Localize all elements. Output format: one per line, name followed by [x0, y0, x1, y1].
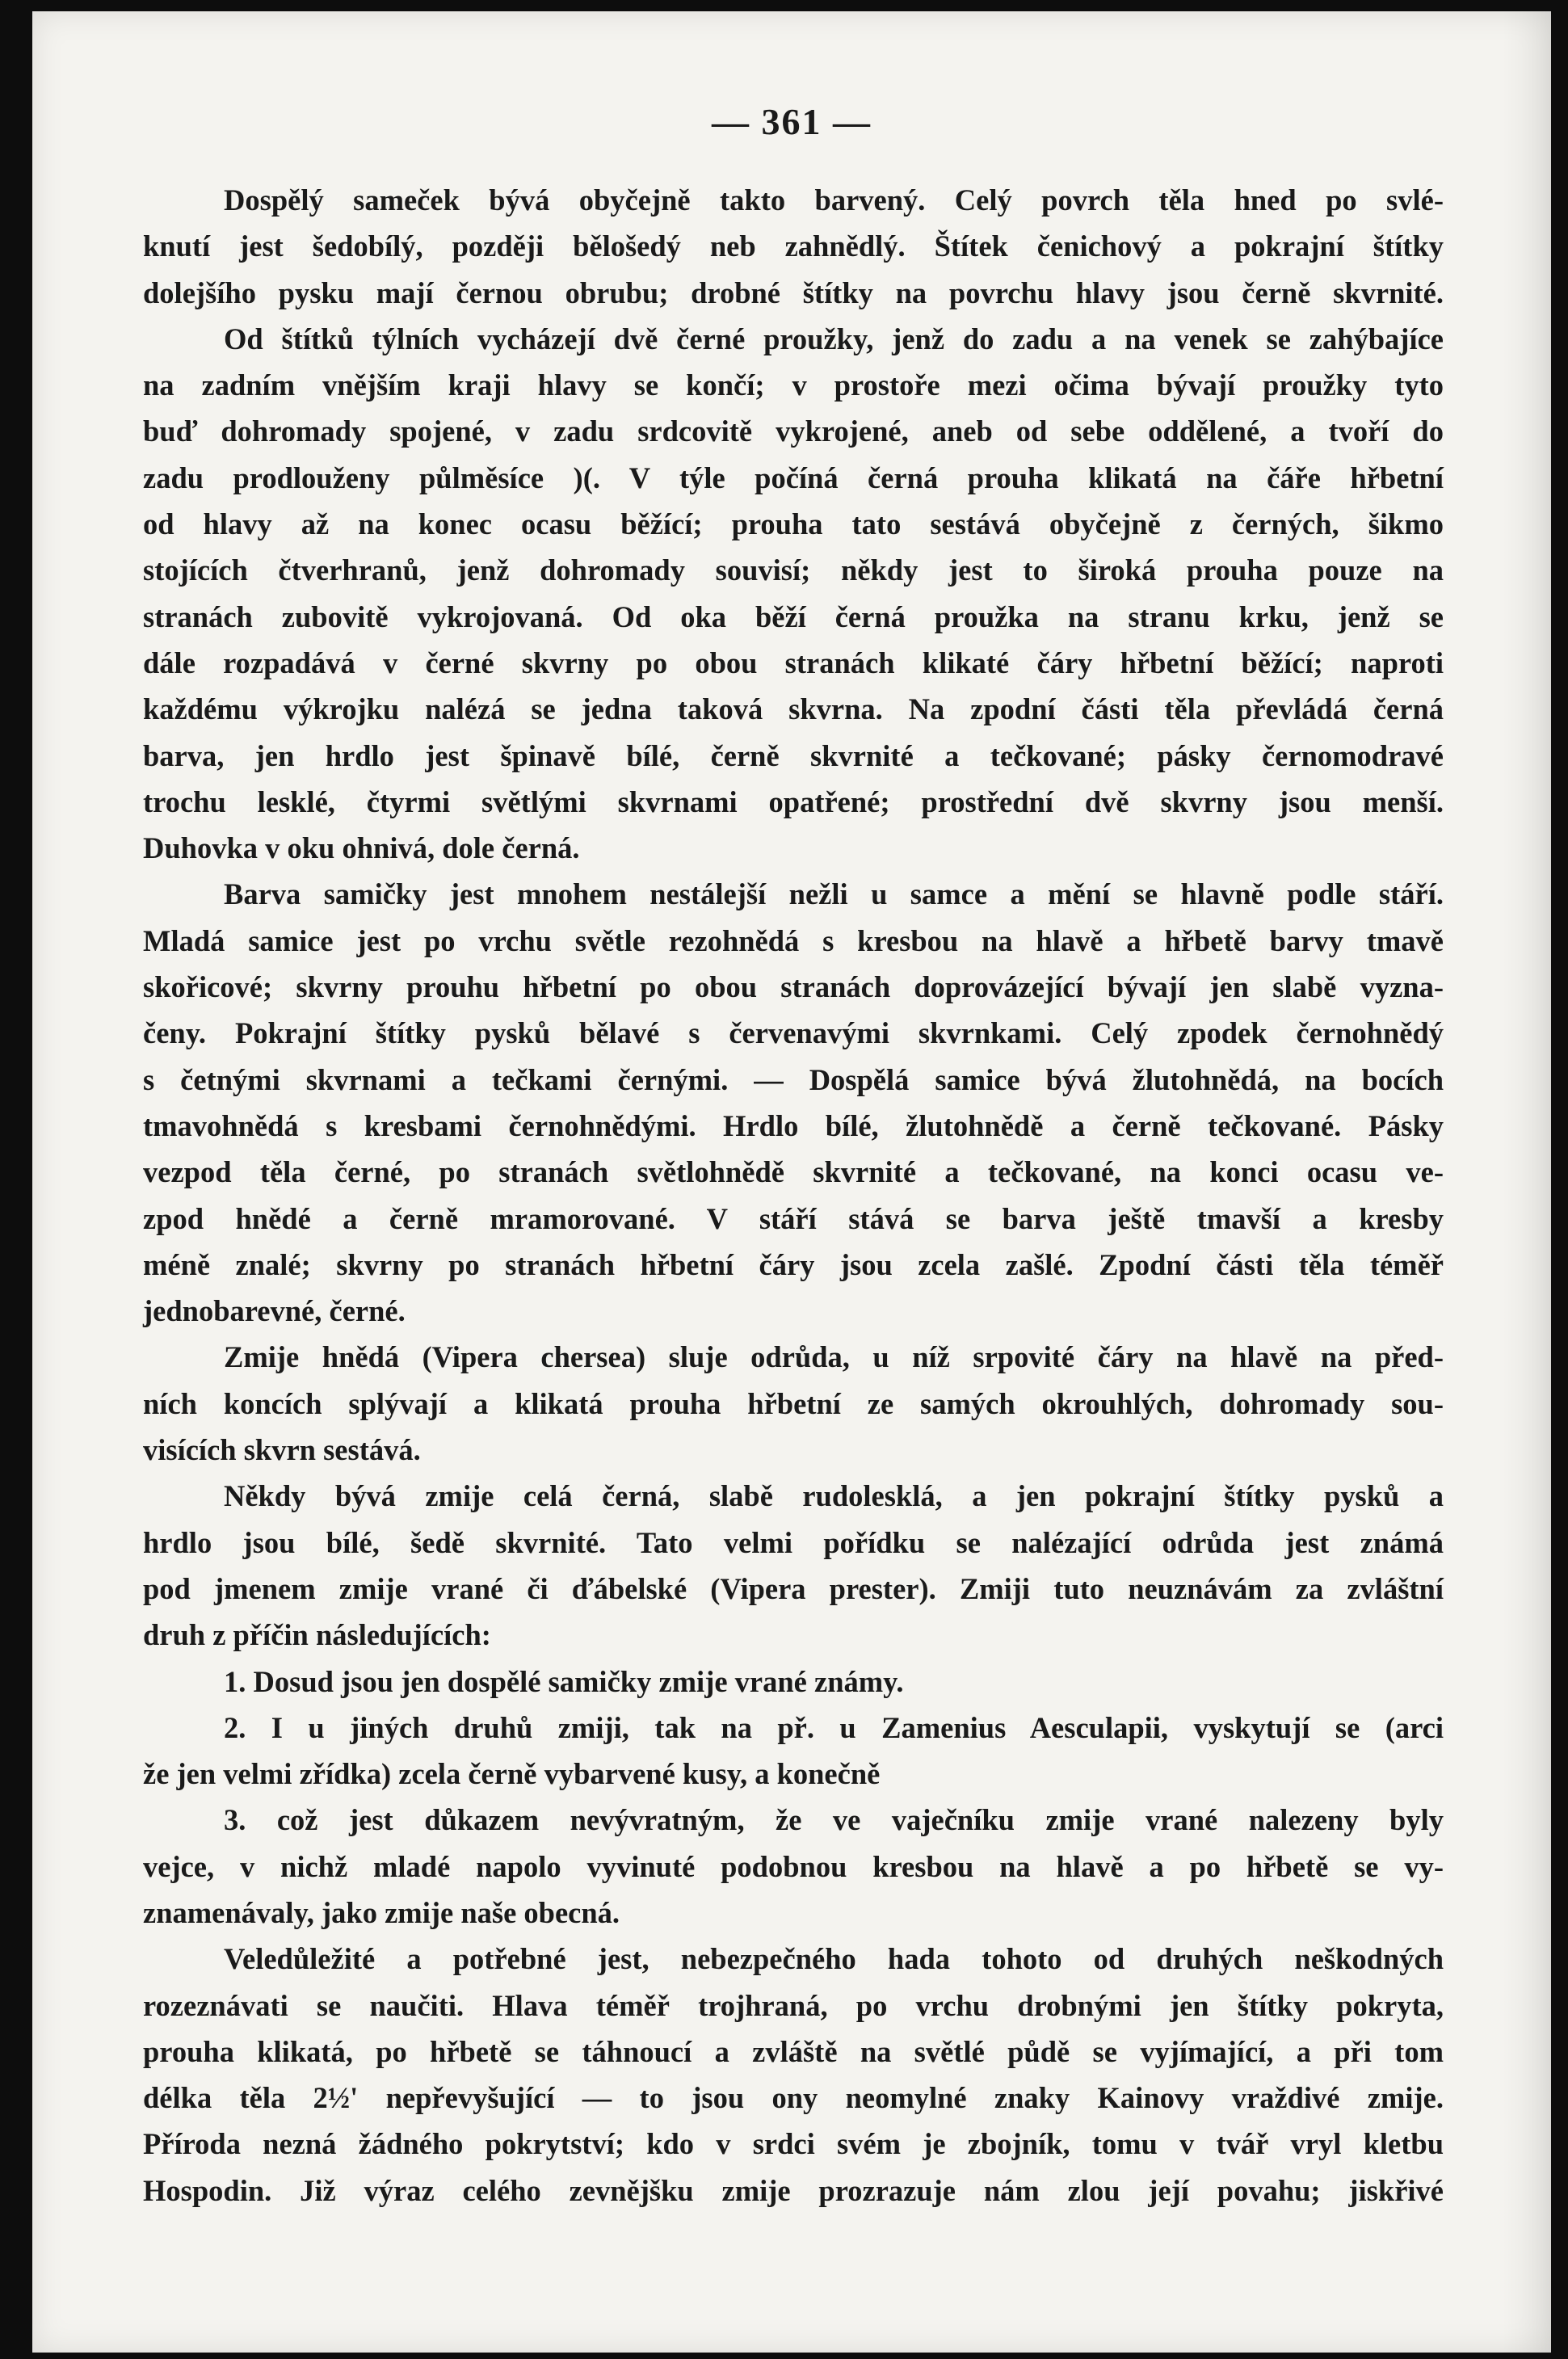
text-line: znamenávaly, jako zmije naše obecná.: [143, 1895, 620, 1929]
text-line: dále rozpadává v černé skvrny po obou stranách klikaté čáry hřbetní běžící; naproti: [143, 645, 1444, 679]
text-line: barva, jen hrdlo jest špinavě bílé, černě skvrnité a tečkované; pásky černomodravé: [143, 738, 1444, 772]
text-line: Barva samičky jest mnohem nestálejší nežli u samce a mění se hlavně podle stáří.: [224, 877, 1444, 911]
text-line: zpod hnědé a černě mramorované. V stáří stává se barva ještě tmavší a kresby: [143, 1201, 1444, 1235]
text-line: knutí jest šedobílý, později bělošedý neb zahnědlý. Štítek čenichový a pokrajní štítky: [143, 229, 1444, 263]
text-line: tmavohnědá s kresbami černohnědými. Hrdlo bílé, žlutohnědě a černě tečkované. Pásky: [143, 1108, 1444, 1142]
text-line: vezpod těla černé, po stranách světlohnědě skvrnité a tečkované, na konci ocasu ve-: [143, 1155, 1444, 1189]
text-line: Duhovka v oku ohnivá, dole černá.: [143, 831, 580, 865]
text-line: každému výkrojku nalézá se jedna taková skvrna. Na zpodní části těla převládá černá: [143, 692, 1444, 726]
text-line: pod jmenem zmije vrané či ďábelské (Vipera prester). Zmiji tuto neuznávám za zvláštní: [143, 1571, 1444, 1605]
text-line: s četnými skvrnami a tečkami černými. — Dospělá samice bývá žlutohnědá, na bocích: [143, 1062, 1444, 1096]
text-line: 3. což jest důkazem nevývratným, že ve vaječníku zmije vrané nalezeny byly: [224, 1803, 1444, 1837]
text-line: Od štítků týlních vycházejí dvě černé proužky, jenž do zadu a na venek se zahýbajíce: [224, 322, 1444, 355]
text-line: Veledůležité a potřebné jest, nebezpečného hada tohoto od druhých neškodných: [224, 1942, 1444, 1976]
body-text: [143, 177, 1444, 2214]
book-page: [32, 11, 1551, 2353]
text-line: dolejšího pysku mají černou obrubu; drobné štítky na povrchu hlavy jsou černě skvrnité.: [143, 275, 1444, 309]
text-line: 1. Dosud jsou jen dospělé samičky zmije vrané známy.: [224, 1664, 904, 1698]
text-line: méně znalé; skvrny po stranách hřbetní čáry jsou zcela zašlé. Zpodní části těla téměř: [143, 1247, 1444, 1281]
text-line: Příroda nezná žádného pokrytství; kdo v srdci svém je zbojník, tomu v tvář vryl kletbu: [143, 2127, 1444, 2161]
text-line: 2. I u jiných druhů zmiji, tak na př. u Zamenius Aesculapii, vyskytují se (arci: [224, 1710, 1444, 1744]
text-line: Mladá samice jest po vrchu světle rezohnědá s kresbou na hlavě a hřbetě barvy tmavě: [143, 923, 1444, 957]
text-line: stojících čtverhranů, jenž dohromady souvisí; někdy jest to široká prouha pouze na: [143, 553, 1444, 587]
text-line: druh z příčin následujících:: [143, 1618, 491, 1652]
text-line: trochu lesklé, čtyrmi světlými skvrnami opatřené; prostřední dvě skvrny jsou menší.: [143, 784, 1444, 818]
text-line: skořicové; skvrny prouhu hřbetní po obou stranách doprovázející bývají jen slabě vyzna-: [143, 970, 1444, 1004]
text-line: Hospodin. Již výraz celého zevnějšku zmije prozrazuje nám zlou její povahu; jiskřivé: [143, 2173, 1444, 2207]
text-line: délka těla 2½' nepřevyšující — to jsou ony neomylné znaky Kainovy vraždivé zmije.: [143, 2081, 1444, 2115]
text-line: Zmije hnědá (Vipera chersea) sluje odrůda, u níž srpovité čáry na hlavě na před-: [224, 1340, 1444, 1374]
text-line: že jen velmi zřídka) zcela černě vybarvené kusy, a konečně: [143, 1757, 881, 1791]
text-line: stranách zubovitě vykrojovaná. Od oka běží černá proužka na stranu krku, jenž se: [143, 599, 1444, 633]
text-line: buď dohromady spojené, v zadu srdcovitě vykrojené, aneb od sebe oddělené, a tvoří do: [143, 414, 1444, 448]
page-number: — 361 —: [712, 101, 872, 142]
text-line: hrdlo jsou bílé, šedě skvrnité. Tato velmi pořídku se nalézající odrůda jest známá: [143, 1525, 1444, 1559]
text-line: čeny. Pokrajní štítky pysků bělavé s červenavými skvrnkami. Celý zpodek černohnědý: [143, 1016, 1444, 1050]
text-line: na zadním vnějším kraji hlavy se končí; v prostoře mezi očima bývají proužky tyto: [143, 368, 1444, 402]
text-line: vejce, v nichž mladé napolo vyvinuté podobnou kresbou na hlavě a po hřbetě se vy-: [143, 1849, 1444, 1883]
text-line: Dospělý sameček bývá obyčejně takto barvený. Celý povrch těla hned po svlé-: [224, 183, 1444, 217]
text-line: zadu prodlouženy půlměsíce )(. V týle počíná černá prouha klikatá na čáře hřbetní: [143, 460, 1444, 494]
text-line: Někdy bývá zmije celá černá, slabě rudolesklá, a jen pokrajní štítky pysků a: [224, 1479, 1444, 1513]
text-line: prouha klikatá, po hřbetě se táhnoucí a zvláště na světlé půdě se vyjímající, a při tom: [143, 2034, 1444, 2068]
text-line: jednobarevné, černé.: [143, 1294, 406, 1328]
text-line: rozeznávati se naučiti. Hlava téměř trojhraná, po vrchu drobnými jen štítky pokryta,: [143, 1988, 1444, 2022]
text-line: visících skvrn sestává.: [143, 1433, 421, 1467]
text-line: od hlavy až na konec ocasu běžící; prouha tato sestává obyčejně z černých, šikmo: [143, 507, 1444, 541]
text-line: ních koncích splývají a klikatá prouha hřbetní ze samých okrouhlých, dohromady sou-: [143, 1386, 1444, 1420]
page-edge-shadow: [1503, 11, 1551, 2353]
